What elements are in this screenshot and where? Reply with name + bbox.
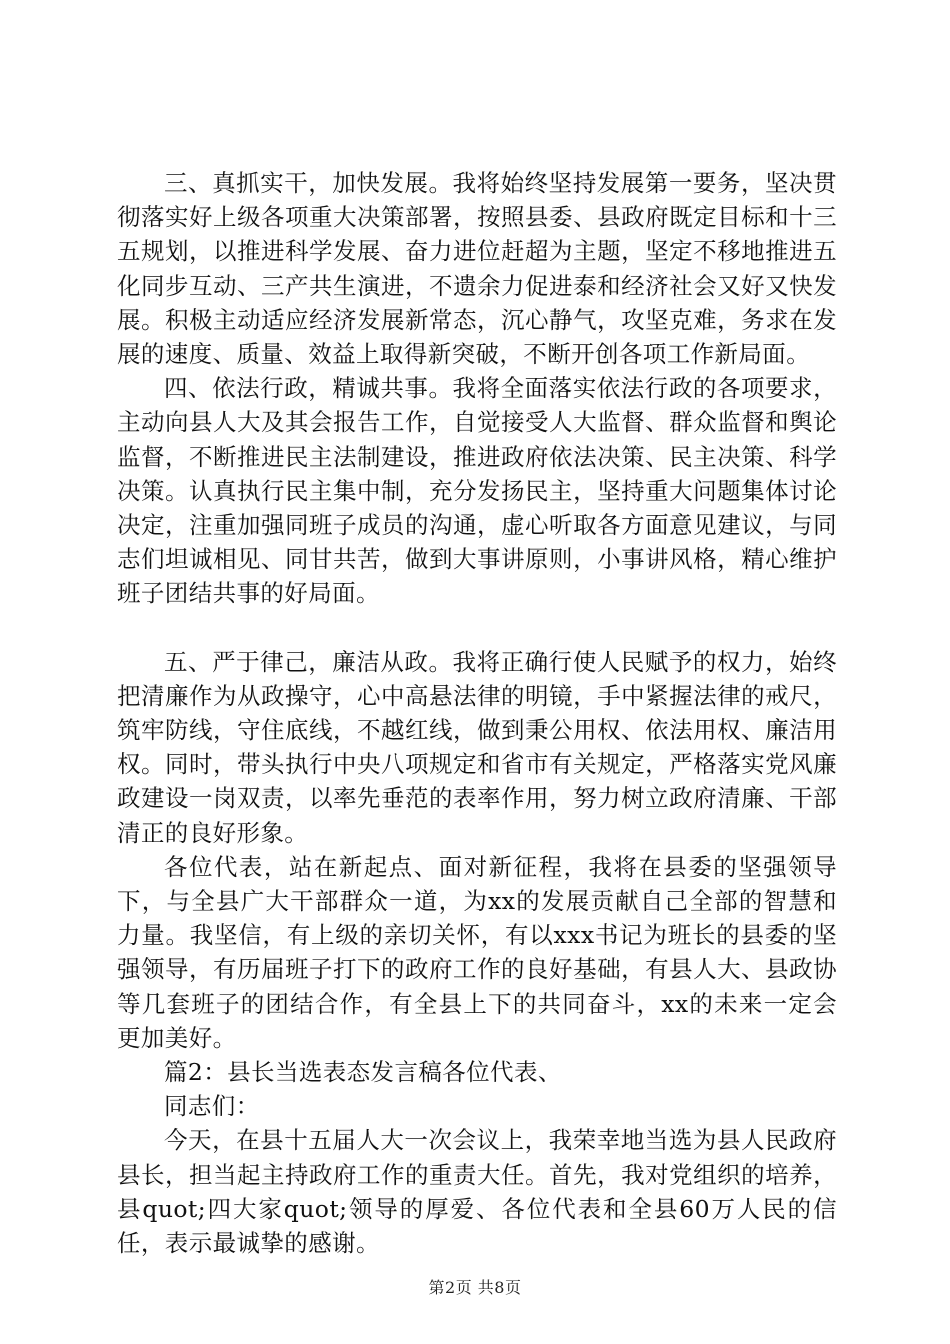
page-number-footer: 第2页 共8页 [428, 1278, 522, 1297]
paragraph-gap [117, 611, 837, 645]
paragraph-5-integrity: 五、严于律己，廉洁从政。我将正确行使人民赋予的权力，始终把清廉作为从政操守，心中高悬法律的明镜，手中紧握法律的戒尺，筑牢防线，守住底线，不越红线，做到秉公用权、依法用权、廉洁用权。同时，带头执行中央八项规定和省市有关规定，严格落实党风廉政建设一岗双责，以率先垂范的表率作用，努力树立政府清廉、干部清正的良好形象。 [117, 647, 837, 847]
paragraph-4-rule-of-law: 四、依法行政，精诚共事。我将全面落实依法行政的各项要求，主动向县人大及其会报告工作，自觉接受人大监督、群众监督和舆论监督，不断推进民主法制建设，推进政府依法决策、民主决策、科学决策。认真执行民主集中制，充分发扬民主，坚持重大问题集体讨论决定，注重加强同班子成员的沟通，虚心听取各方面意见建议，与同志们坦诚相见、同甘共苦，做到大事讲原则，小事讲风格，精心维护班子团结共事的好局面。 [117, 374, 837, 608]
paragraph-3-hard-work: 三、真抓实干，加快发展。我将始终坚持发展第一要务，坚决贯彻落实好上级各项重大决策部署，按照县委、县政府既定目标和十三五规划，以推进科学发展、奋力进位赶超为主题，坚定不移地推进五化同步互动、三产共生演进，不遗余力促进泰和经济社会又好又快发展。积极主动适应经济发展新常态，沉心静气，攻坚克难，务求在发展的速度、质量、效益上取得新突破，不断开创各项工作新局面。 [117, 169, 837, 369]
section-heading-part-2: 篇2：县长当选表态发言稿各位代表、 [164, 1058, 562, 1087]
paragraph-closing: 各位代表，站在新起点、面对新征程，我将在县委的坚强领导下，与全县广大干部群众一道，为xx的发展贡献自己全部的智慧和力量。我坚信，有上级的亲切关怀，有以xxx书记为班长的县委的坚强领导，有历届班子打下的政府工作的良好基础，有县人大、县政协等几套班子的团结合作，有全县上下的共同奋斗，xx的未来一定会更加美好。 [117, 852, 837, 1052]
document-body [117, 166, 837, 1260]
salutation: 同志们： [164, 1092, 260, 1121]
paragraph-opening: 今天，在县十五届人大一次会议上，我荣幸地当选为县人民政府县长，担当起主持政府工作的重责大任。首先，我对党组织的培养，县quot;四大家quot;领导的厚爱、各位代表和全县60万人民的信任，表示最诚挚的感谢。 [117, 1126, 837, 1258]
